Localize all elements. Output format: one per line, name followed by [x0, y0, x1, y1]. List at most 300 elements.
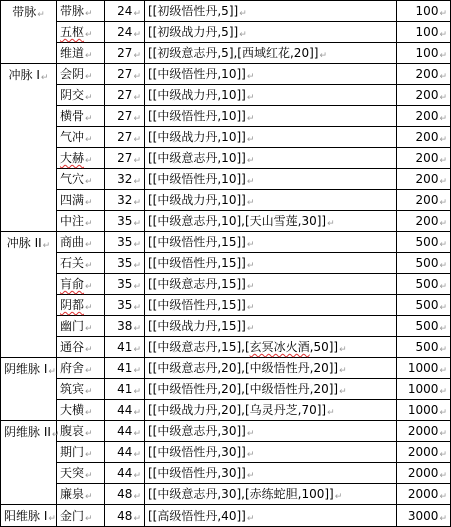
- acupoint-cell-text: 廉泉: [60, 487, 85, 501]
- requirement-cell-text: [[中级意志丹,15]]: [148, 277, 246, 291]
- level-cell: [105, 274, 145, 295]
- paragraph-mark-icon: ↵: [85, 513, 93, 524]
- requirement-cell-text: [[中级战力丹,20],[乌灵丹芝,70]]: [148, 403, 327, 417]
- level-cell-text: 27: [117, 130, 133, 144]
- acupoint-cell: [57, 274, 105, 295]
- table-row: [1, 421, 451, 442]
- requirement-cell: [145, 274, 397, 295]
- paragraph-mark-icon: ↵: [327, 408, 335, 418]
- paragraph-mark-icon: ↵: [85, 261, 93, 271]
- paragraph-mark-icon: ↵: [239, 9, 247, 19]
- cost-cell-text: 2000: [407, 445, 439, 459]
- cost-cell: [397, 64, 451, 85]
- table-row: [1, 85, 451, 106]
- paragraph-mark-icon: ↵: [439, 303, 447, 313]
- paragraph-mark-icon: ↵: [439, 156, 447, 166]
- level-cell: [105, 484, 145, 505]
- acupoint-cell: [57, 190, 105, 211]
- level-cell: [105, 358, 145, 379]
- requirement-cell: [145, 421, 397, 442]
- acupoint-cell-text: 大横: [60, 403, 85, 417]
- cost-cell: [397, 211, 451, 232]
- level-cell-text: 44: [117, 466, 133, 480]
- cost-cell-text: 200: [415, 130, 439, 144]
- paragraph-mark-icon: ↵: [246, 240, 255, 250]
- meridian-group-label-text: 阳维脉 I: [4, 509, 48, 523]
- paragraph-mark-icon: ↵: [133, 9, 141, 19]
- table-row: [1, 442, 451, 463]
- paragraph-mark-icon: ↵: [439, 513, 447, 524]
- paragraph-mark-icon: ↵: [246, 135, 255, 145]
- paragraph-mark-icon: ↵: [246, 513, 255, 524]
- requirement-cell: [145, 463, 397, 484]
- level-cell-text: 44: [117, 424, 133, 438]
- paragraph-mark-icon: ↵: [439, 471, 447, 481]
- level-cell-text: 41: [117, 361, 133, 375]
- cost-cell-text: 2000: [407, 424, 439, 438]
- acupoint-cell-text: 会阴: [60, 67, 85, 81]
- paragraph-mark-icon: ↵: [85, 135, 93, 145]
- table-row: [1, 211, 451, 232]
- paragraph-mark-icon: ↵: [48, 367, 56, 377]
- paragraph-mark-icon: ↵: [439, 9, 447, 19]
- paragraph-mark-icon: ↵: [439, 240, 447, 250]
- paragraph-mark-icon: ↵: [85, 72, 93, 82]
- acupoint-cell: [57, 232, 105, 253]
- level-cell-text: 27: [117, 67, 133, 81]
- acupoint-cell-text: 横骨: [60, 109, 85, 123]
- level-cell-text: 41: [117, 382, 133, 396]
- cost-cell: [397, 1, 451, 22]
- requirement-cell: [145, 211, 397, 232]
- paragraph-mark-icon: ↵: [339, 345, 347, 355]
- cost-cell: [397, 421, 451, 442]
- paragraph-mark-icon: ↵: [439, 387, 447, 397]
- level-cell: [105, 85, 145, 106]
- requirement-cell: [145, 253, 397, 274]
- paragraph-mark-icon: ↵: [85, 471, 93, 481]
- acupoint-cell: [57, 379, 105, 400]
- level-cell: [105, 22, 145, 43]
- paragraph-mark-icon: ↵: [85, 93, 93, 103]
- table-row: [1, 127, 451, 148]
- requirement-cell-text: [[中级悟性丹,10]]: [148, 67, 246, 81]
- requirement-cell: [145, 1, 397, 22]
- requirement-cell: [145, 295, 397, 316]
- level-cell: [105, 463, 145, 484]
- paragraph-mark-icon: ↵: [85, 240, 93, 250]
- level-cell: [105, 232, 145, 253]
- paragraph-mark-icon: ↵: [40, 73, 49, 83]
- paragraph-mark-icon: ↵: [439, 492, 447, 502]
- paragraph-mark-icon: ↵: [133, 51, 141, 61]
- acupoint-cell: [57, 358, 105, 379]
- acupoint-cell: [57, 442, 105, 463]
- requirement-cell-text: [[初级战力丹,5]]: [148, 25, 239, 39]
- table-row: [1, 148, 451, 169]
- cost-cell: [397, 190, 451, 211]
- cost-cell-text: 200: [415, 67, 439, 81]
- paragraph-mark-icon: ↵: [246, 177, 255, 187]
- paragraph-mark-icon: ↵: [133, 345, 141, 355]
- paragraph-mark-icon: ↵: [85, 114, 93, 124]
- paragraph-mark-icon: ↵: [85, 219, 93, 229]
- cost-cell-text: 1000: [407, 361, 439, 375]
- paragraph-mark-icon: ↵: [42, 241, 51, 251]
- paragraph-mark-icon: ↵: [439, 135, 447, 145]
- cost-cell-text: 500: [415, 340, 439, 354]
- acupoint-cell: [57, 64, 105, 85]
- acupoint-cell-text: 气穴: [60, 172, 85, 186]
- requirement-cell-text: [[高级悟性丹,40]]: [148, 508, 246, 523]
- table-row: [1, 463, 451, 484]
- requirement-cell-text: [[中级战力丹,15]]: [148, 319, 246, 333]
- requirement-cell: [145, 22, 397, 43]
- paragraph-mark-icon: ↵: [85, 9, 93, 19]
- cost-cell-text: 100: [415, 25, 439, 39]
- table-row: [1, 22, 451, 43]
- paragraph-mark-icon: ↵: [133, 408, 141, 418]
- paragraph-mark-icon: ↵: [133, 450, 141, 460]
- paragraph-mark-icon: ↵: [339, 366, 347, 376]
- paragraph-mark-icon: ↵: [85, 345, 93, 355]
- requirement-cell: [145, 148, 397, 169]
- cost-cell: [397, 127, 451, 148]
- requirement-cell-text: [[中级战力丹,10]]: [148, 130, 246, 144]
- requirement-cell: [145, 85, 397, 106]
- level-cell: [105, 127, 145, 148]
- cost-cell-text: 200: [415, 172, 439, 186]
- cost-cell: [397, 442, 451, 463]
- table-row: [1, 43, 451, 64]
- level-cell-text: 32: [117, 172, 133, 186]
- cost-cell: [397, 463, 451, 484]
- acupoint-cell-text: 气冲: [60, 130, 85, 144]
- paragraph-mark-icon: ↵: [133, 471, 141, 481]
- cost-cell-text: 500: [415, 298, 439, 312]
- level-cell-text: 41: [117, 340, 133, 354]
- cost-cell-text: 500: [415, 319, 439, 333]
- requirement-cell-text: [[中级悟性丹,15]]: [148, 235, 246, 249]
- paragraph-mark-icon: ↵: [439, 345, 447, 355]
- paragraph-mark-icon: ↵: [133, 303, 141, 313]
- paragraph-mark-icon: ↵: [246, 93, 255, 103]
- paragraph-mark-icon: ↵: [133, 177, 141, 187]
- acupoint-cell: [57, 211, 105, 232]
- paragraph-mark-icon: ↵: [133, 219, 141, 229]
- paragraph-mark-icon: ↵: [133, 387, 141, 397]
- acupoint-cell: [57, 253, 105, 274]
- cost-cell: [397, 316, 451, 337]
- requirement-cell: [145, 484, 397, 505]
- requirement-cell-text: [[中级意志丹,20],[中级悟性丹,20]]: [148, 361, 339, 375]
- level-cell-text: 35: [117, 256, 133, 270]
- paragraph-mark-icon: ↵: [133, 135, 141, 145]
- acupoint-cell-text: 腹哀: [60, 424, 85, 438]
- table-row: [1, 400, 451, 421]
- acupoint-cell-text: 中注: [60, 214, 85, 228]
- paragraph-mark-icon: ↵: [133, 240, 141, 250]
- meridian-group-label: [1, 505, 57, 527]
- level-cell: [105, 253, 145, 274]
- cost-cell-text: 200: [415, 109, 439, 123]
- paragraph-mark-icon: ↵: [246, 324, 255, 334]
- meridian-group-label-text: 冲脉 II: [6, 236, 42, 250]
- acupoint-cell-text: 维道: [60, 46, 85, 60]
- acupoint-cell-text: 四满: [60, 193, 85, 207]
- requirement-cell: [145, 379, 397, 400]
- acupoint-cell-text: 幽门: [60, 319, 85, 333]
- requirement-cell-text: [[中级战力丹,10]]: [148, 193, 246, 207]
- acupoint-cell: [57, 421, 105, 442]
- requirement-cell-text: [[中级悟性丹,10]]: [148, 109, 246, 123]
- requirement-cell-text: [[中级悟性丹,10]]: [148, 172, 246, 186]
- acupoint-cell-text: 阴交: [60, 88, 85, 102]
- paragraph-mark-icon: ↵: [246, 282, 255, 292]
- level-cell: [105, 64, 145, 85]
- paragraph-mark-icon: ↵: [133, 513, 141, 524]
- cost-cell-text: 500: [415, 256, 439, 270]
- cost-cell-text: 2000: [407, 466, 439, 480]
- level-cell-text: 35: [117, 298, 133, 312]
- paragraph-mark-icon: ↵: [439, 30, 447, 40]
- requirement-cell-text: [[中级悟性丹,30]]: [148, 445, 246, 459]
- paragraph-mark-icon: ↵: [85, 429, 93, 439]
- acupoint-cell: [57, 169, 105, 190]
- paragraph-mark-icon: ↵: [246, 156, 255, 166]
- cost-cell-text: 200: [415, 151, 439, 165]
- table-row: [1, 337, 451, 358]
- requirement-cell: [145, 127, 397, 148]
- cost-cell: [397, 295, 451, 316]
- meridian-group-label: [1, 64, 57, 232]
- meridian-group-label: [1, 421, 60, 505]
- paragraph-mark-icon: ↵: [85, 30, 93, 40]
- requirement-cell-text: [[中级悟性丹,20],[中级悟性丹,20]]: [148, 382, 339, 396]
- acupoint-cell-text: 带脉: [60, 4, 85, 18]
- acupoint-cell-text: 肓俞: [60, 277, 85, 291]
- paragraph-mark-icon: ↵: [85, 156, 93, 166]
- level-cell-text: 27: [117, 88, 133, 102]
- level-cell: [105, 442, 145, 463]
- cost-cell-text: 100: [415, 4, 439, 18]
- cost-cell-text: 500: [415, 277, 439, 291]
- requirement-cell-text: [[中级悟性丹,15]]: [148, 256, 246, 270]
- paragraph-mark-icon: ↵: [133, 30, 141, 40]
- paragraph-mark-icon: ↵: [439, 408, 447, 418]
- paragraph-mark-icon: ↵: [246, 114, 255, 124]
- requirement-cell-text: [[中级意志丹,15],[玄冥冰火酒,50]]: [148, 340, 339, 354]
- level-cell-text: 35: [117, 214, 133, 228]
- level-cell: [105, 211, 145, 232]
- requirement-cell-text: [[中级意志丹,30],[赤练蛇胆,100]]: [148, 487, 334, 501]
- acupoint-cell: [57, 400, 105, 421]
- acupoint-cell: [57, 337, 105, 358]
- level-cell-text: 35: [117, 277, 133, 291]
- cost-cell: [397, 337, 451, 358]
- table-row: [1, 253, 451, 274]
- cost-cell: [397, 22, 451, 43]
- level-cell-text: 27: [117, 151, 133, 165]
- cost-cell: [397, 148, 451, 169]
- paragraph-mark-icon: ↵: [439, 450, 447, 460]
- paragraph-mark-icon: ↵: [439, 51, 447, 61]
- paragraph-mark-icon: ↵: [85, 198, 93, 208]
- paragraph-mark-icon: ↵: [85, 177, 93, 187]
- level-cell: [105, 1, 145, 22]
- requirement-cell-text: [[中级意志丹,30]]: [148, 424, 246, 438]
- acupoint-cell: [57, 43, 105, 64]
- requirement-cell-text: [[中级悟性丹,15]]: [148, 298, 246, 312]
- meridian-group-label-text: 带脉: [12, 5, 37, 19]
- paragraph-mark-icon: ↵: [439, 93, 447, 103]
- paragraph-mark-icon: ↵: [133, 156, 141, 166]
- table-row: [1, 484, 451, 505]
- acupoint-cell: [57, 463, 105, 484]
- requirement-cell: [145, 64, 397, 85]
- paragraph-mark-icon: ↵: [133, 429, 141, 439]
- paragraph-mark-icon: ↵: [246, 471, 255, 481]
- paragraph-mark-icon: ↵: [85, 450, 93, 460]
- requirement-cell: [145, 106, 397, 127]
- paragraph-mark-icon: ↵: [439, 324, 447, 334]
- table-row: [1, 64, 451, 85]
- requirement-cell-text: [[中级意志丹,10],[天山雪莲,30]]: [148, 214, 327, 228]
- table-row: [1, 316, 451, 337]
- meridian-group-label-text: 阴维脉 II: [4, 425, 51, 439]
- acupoint-cell-text: 天突: [60, 466, 85, 480]
- paragraph-mark-icon: ↵: [439, 72, 447, 82]
- acupoint-cell-text: 五枢: [60, 25, 85, 39]
- paragraph-mark-icon: ↵: [439, 198, 447, 208]
- requirement-cell-text: [[初级意志丹,5],[西域红花,20]]: [148, 46, 319, 60]
- requirement-cell-text: [[中级战力丹,10]]: [148, 88, 246, 102]
- acupoint-cell: [57, 22, 105, 43]
- paragraph-mark-icon: ↵: [246, 450, 255, 460]
- cost-cell: [397, 106, 451, 127]
- cost-cell: [397, 253, 451, 274]
- level-cell-text: 32: [117, 193, 133, 207]
- meridian-group-label-text: 阴维脉 I: [4, 362, 48, 376]
- level-cell: [105, 337, 145, 358]
- level-cell-text: 27: [117, 46, 133, 60]
- requirement-cell: [145, 400, 397, 421]
- cost-cell: [397, 400, 451, 421]
- paragraph-mark-icon: ↵: [85, 366, 93, 376]
- requirement-cell-text: [[中级悟性丹,30]]: [148, 466, 246, 480]
- table-row: [1, 169, 451, 190]
- paragraph-mark-icon: ↵: [239, 30, 247, 40]
- paragraph-mark-icon: ↵: [339, 387, 347, 397]
- requirement-cell-text: [[中级意志丹,10]]: [148, 151, 246, 165]
- paragraph-mark-icon: ↵: [133, 198, 141, 208]
- paragraph-mark-icon: ↵: [439, 429, 447, 439]
- table-row: [1, 1, 451, 22]
- requirement-cell: [145, 169, 397, 190]
- requirement-cell: [145, 358, 397, 379]
- acupoint-cell: [57, 85, 105, 106]
- table-body: [1, 1, 451, 527]
- cost-cell: [397, 85, 451, 106]
- table-row: [1, 106, 451, 127]
- acupoint-cell: [57, 1, 105, 22]
- level-cell: [105, 295, 145, 316]
- level-cell-text: 35: [117, 235, 133, 249]
- level-cell-text: 44: [117, 445, 133, 459]
- paragraph-mark-icon: ↵: [37, 10, 45, 20]
- cost-cell: [397, 484, 451, 505]
- paragraph-mark-icon: ↵: [85, 303, 93, 313]
- level-cell: [105, 316, 145, 337]
- paragraph-mark-icon: ↵: [439, 366, 447, 376]
- level-cell-text: 24: [117, 25, 133, 39]
- paragraph-mark-icon: ↵: [439, 219, 447, 229]
- requirement-cell: [145, 337, 397, 358]
- cost-cell: [397, 505, 451, 527]
- cost-cell: [397, 169, 451, 190]
- paragraph-mark-icon: ↵: [133, 282, 141, 292]
- requirement-cell: [145, 232, 397, 253]
- paragraph-mark-icon: ↵: [133, 114, 141, 124]
- paragraph-mark-icon: ↵: [334, 492, 343, 502]
- cost-cell: [397, 232, 451, 253]
- cost-cell-text: 500: [415, 235, 439, 249]
- meridian-group-label-text: 冲脉 I: [8, 68, 40, 82]
- level-cell-text: 48: [117, 487, 133, 501]
- cost-cell-text: 2000: [407, 487, 439, 501]
- paragraph-mark-icon: ↵: [246, 303, 255, 313]
- level-cell: [105, 421, 145, 442]
- meridian-group-label: [1, 1, 57, 64]
- cost-cell-text: 1000: [407, 403, 439, 417]
- level-cell: [105, 505, 145, 527]
- cost-cell-text: 200: [415, 193, 439, 207]
- cost-cell-text: 3000: [407, 508, 439, 523]
- requirement-cell: [145, 316, 397, 337]
- acupoint-cell: [57, 295, 105, 316]
- paragraph-mark-icon: ↵: [85, 492, 93, 502]
- level-cell: [105, 379, 145, 400]
- level-cell-text: 38: [117, 319, 133, 333]
- level-cell: [105, 169, 145, 190]
- acupoint-cell-text: 通谷: [60, 340, 85, 354]
- level-cell: [105, 400, 145, 421]
- paragraph-mark-icon: ↵: [246, 261, 255, 271]
- paragraph-mark-icon: ↵: [246, 72, 255, 82]
- acupoint-cell: [57, 505, 105, 527]
- acupoint-cell: [57, 148, 105, 169]
- paragraph-mark-icon: ↵: [85, 387, 93, 397]
- acupoint-cell-text: 大赫: [60, 151, 85, 165]
- cost-cell-text: 1000: [407, 382, 439, 396]
- acupoint-cell-text: 商曲: [60, 235, 85, 249]
- level-cell: [105, 106, 145, 127]
- table-row: [1, 379, 451, 400]
- paragraph-mark-icon: ↵: [133, 366, 141, 376]
- paragraph-mark-icon: ↵: [439, 114, 447, 124]
- cost-cell-text: 100: [415, 46, 439, 60]
- acupoint-cell-text: 府舍: [60, 361, 85, 375]
- paragraph-mark-icon: ↵: [246, 198, 255, 208]
- table-row: [1, 295, 451, 316]
- paragraph-mark-icon: ↵: [48, 514, 56, 524]
- paragraph-mark-icon: ↵: [85, 324, 93, 334]
- level-cell-text: 44: [117, 403, 133, 417]
- cost-cell: [397, 358, 451, 379]
- acupoint-cell-text: 期门: [60, 445, 85, 459]
- cost-cell: [397, 43, 451, 64]
- paragraph-mark-icon: ↵: [85, 408, 93, 418]
